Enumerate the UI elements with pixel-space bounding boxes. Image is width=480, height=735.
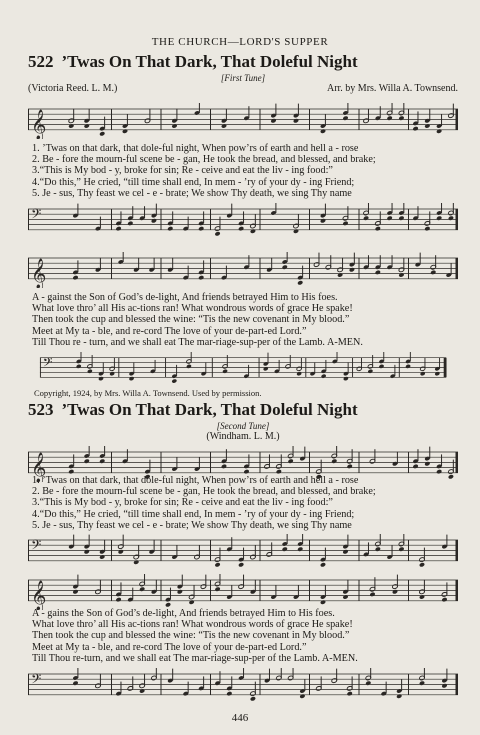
note-head xyxy=(419,594,425,599)
lyric-line: What love thro’ all His ac-tions ran! What wondrous words of grace He spake! xyxy=(32,619,353,631)
note-head xyxy=(118,549,124,554)
note-head xyxy=(221,464,227,469)
treble-clef-icon: 𝄞 xyxy=(31,452,47,482)
lyric-line: 3.“This is My bod - y, broke for sin; Re - ceive and eat the liv - ing food:” xyxy=(32,165,333,177)
bass-clef-icon: 𝄢 xyxy=(42,355,53,373)
note-head xyxy=(72,275,78,280)
note-head xyxy=(430,270,436,275)
hymn-title-text-522: ’Twas On That Dark, That Doleful Night xyxy=(61,52,358,71)
note-head xyxy=(448,216,454,221)
tune-info-522 xyxy=(28,83,458,94)
hymn-523-header xyxy=(28,400,458,442)
note-head xyxy=(379,364,385,369)
note-head xyxy=(331,459,337,464)
note-head xyxy=(238,226,244,231)
note-head xyxy=(369,592,375,597)
note-head xyxy=(299,694,305,699)
note-head xyxy=(398,272,404,277)
note-head xyxy=(221,123,227,128)
page-number: 446 xyxy=(231,712,249,724)
lyric-line: 2. Be - fore the mourn-ful scene be - gan, He took the bread, and blessed, and brake; xyxy=(32,486,376,498)
note-head xyxy=(436,469,442,474)
lyric-line: 4.“Do this,” He cried, “till time shall end, In mem - ’ry of your dy - ing Friend; xyxy=(32,508,355,520)
note-head xyxy=(129,376,135,381)
note-head xyxy=(342,116,348,121)
note-head xyxy=(396,694,402,699)
note-head xyxy=(84,123,90,128)
note-head xyxy=(441,597,447,602)
note-head xyxy=(420,371,426,376)
tune-name-meter-522: (Victoria Reed. L. M.) xyxy=(28,83,118,94)
note-head xyxy=(288,459,294,464)
note-head xyxy=(98,376,104,381)
lyrics-523-a xyxy=(32,475,462,531)
tune-note-522: [First Tune] xyxy=(220,73,266,83)
note-head xyxy=(127,221,133,226)
note-head xyxy=(375,547,381,552)
staff-523-bass-b xyxy=(28,668,458,704)
note-head xyxy=(171,123,177,128)
note-head xyxy=(337,272,343,277)
note-head xyxy=(214,587,220,592)
note-head xyxy=(115,226,121,231)
lyrics-522-b xyxy=(32,292,462,348)
note-head xyxy=(343,376,349,381)
note-head xyxy=(68,469,74,474)
note-head xyxy=(297,280,303,285)
hymn-title-523 xyxy=(28,400,458,420)
note-head xyxy=(434,371,440,376)
note-head xyxy=(320,600,326,605)
note-head xyxy=(321,374,327,379)
lyric-line: Till Thou re - turn, and we shall eat The mar-riage-sup-per of the Lamb. A-MEN. xyxy=(32,336,363,348)
note-head xyxy=(293,118,299,123)
note-head xyxy=(238,562,244,567)
note-head xyxy=(282,547,288,552)
hymn-title-522 xyxy=(28,52,458,72)
note-head xyxy=(367,369,373,374)
note-head xyxy=(177,589,183,594)
bass-clef-icon: 𝄢 xyxy=(31,537,42,556)
note-head xyxy=(297,547,303,552)
lyric-line: 5. Je - sus, Thy feast we cel - e - brate; We show Thy death, we sing Thy name xyxy=(32,187,352,199)
note-head xyxy=(398,547,404,552)
note-head xyxy=(342,549,348,554)
note-head xyxy=(198,226,204,231)
note-head xyxy=(115,597,121,602)
hymn-number-522: 522 xyxy=(28,52,54,71)
note-head xyxy=(424,226,430,231)
note-head xyxy=(84,459,90,464)
staff-523-bass-a xyxy=(28,534,458,570)
tune-note-523: [Second Tune] xyxy=(216,421,270,431)
running-head: THE CHURCH—LORD'S SUPPER xyxy=(151,36,329,48)
note-head xyxy=(342,221,348,226)
note-head xyxy=(412,126,418,131)
note-head xyxy=(375,270,381,275)
note-head xyxy=(270,118,276,123)
lyric-line: 3.“This is My bod - y, broke for sin; Re - ceive and eat the liv - ing food:” xyxy=(32,497,333,509)
note-head xyxy=(165,602,171,607)
note-head xyxy=(276,469,282,474)
note-head xyxy=(419,562,425,567)
note-head xyxy=(436,129,442,134)
note-head xyxy=(363,216,369,221)
staff-523-treble-b xyxy=(28,574,458,610)
note-head xyxy=(320,218,326,223)
lyric-line: Then took the cup and blessed the wine: “Tis the new covenant in My blood.” xyxy=(32,630,350,642)
note-head xyxy=(198,275,204,280)
note-head xyxy=(222,369,228,374)
note-head xyxy=(424,461,430,466)
note-head xyxy=(387,216,393,221)
note-head xyxy=(72,589,78,594)
note-head xyxy=(347,691,353,696)
note-head xyxy=(342,594,348,599)
lyrics-523-b xyxy=(32,608,462,664)
staff-522-treble-a xyxy=(28,103,458,139)
staff-522-treble-b xyxy=(28,252,458,288)
note-head xyxy=(349,267,355,272)
note-head xyxy=(392,589,398,594)
note-head xyxy=(214,562,220,567)
copyright-notice: Copyright, 1924, by Mrs. Willa A. Townsend. Used by permission. xyxy=(34,388,262,398)
treble-clef-icon: 𝄞 xyxy=(31,109,47,139)
hymn-522-header xyxy=(28,52,458,94)
lyric-line: Meet at My ta - ble, and re-cord The love of your de-part-ed Lord.” xyxy=(32,641,307,653)
note-head xyxy=(133,560,139,565)
note-head xyxy=(365,681,371,686)
note-head xyxy=(167,226,173,231)
note-head xyxy=(171,379,177,384)
staff-522-bass-a xyxy=(28,203,458,239)
note-head xyxy=(122,129,128,134)
tune-name-meter-523: (Windham. L. M.) xyxy=(206,431,280,442)
lyric-line: A - gainst the Son of God’s de-light, And friends betrayed Him to His foes. xyxy=(32,292,338,303)
note-head xyxy=(282,265,288,270)
note-head xyxy=(296,371,302,376)
note-head xyxy=(250,696,256,701)
lyric-line: 5. Je - sus, Thy feast we cel - e - brate; We show Thy death, we sing Thy name xyxy=(32,519,352,531)
lyric-line: Then took the cup and blessed the wine: “Tis the new covenant in My blood.” xyxy=(32,314,350,326)
arranger-522: Arr. by Mrs. Willa A. Townsend. xyxy=(326,83,458,94)
note-head xyxy=(72,681,78,686)
note-head xyxy=(398,116,404,121)
bass-clef-icon: 𝄢 xyxy=(31,206,42,225)
lyric-line: Meet at My ta - ble, and re-cord The love of your de-part-ed Lord.” xyxy=(32,325,307,337)
note-head xyxy=(387,116,393,121)
note-head xyxy=(189,600,195,605)
lyric-line: 4.“Do this,” He cried, “till time shall end, In mem - ’ry of your dy - ing Friend; xyxy=(32,176,355,188)
note-head xyxy=(226,691,232,696)
note-head xyxy=(398,216,404,221)
note-head xyxy=(441,683,447,688)
note-head xyxy=(243,469,249,474)
hymn-number-523: 523 xyxy=(28,400,54,419)
note-head xyxy=(151,218,157,223)
note-head xyxy=(293,229,299,234)
note-head xyxy=(109,371,115,376)
note-head xyxy=(99,459,105,464)
note-head xyxy=(99,554,105,559)
note-head xyxy=(76,364,82,369)
treble-clef-icon: 𝄞 xyxy=(31,580,47,610)
note-head xyxy=(424,123,430,128)
note-head xyxy=(139,587,145,592)
note-head xyxy=(87,369,93,374)
bass-clef-icon: 𝄢 xyxy=(31,671,42,690)
note-head xyxy=(139,688,145,693)
note-head xyxy=(99,131,105,136)
treble-clef-icon: 𝄞 xyxy=(31,258,47,288)
note-head xyxy=(84,549,90,554)
note-head xyxy=(405,364,411,369)
note-head xyxy=(419,681,425,686)
lyric-line: 1. ’Twas on that dark, that dole-ful night, When pow’rs of earth and hell a - rose xyxy=(32,143,359,154)
hymn-title-text-523: ’Twas On That Dark, That Doleful Night xyxy=(61,400,358,419)
note-head xyxy=(347,464,353,469)
lyric-line: A - gains the Son of God’s de-light, And friends betrayed Him to His foes. xyxy=(32,608,335,619)
lyric-line: 2. Be - fore the mourn-ful scene be - gan, He took the bread, and blessed, and brake; xyxy=(32,154,376,166)
note-head xyxy=(412,464,418,469)
note-head xyxy=(320,129,326,134)
note-head xyxy=(263,366,269,371)
note-head xyxy=(186,364,192,369)
lyric-line: Till Thou re-turn, and we shall eat The mar-riage-sup-per of the Lamb. A-MEN. xyxy=(32,652,358,664)
note-head xyxy=(375,226,381,231)
note-head xyxy=(320,562,326,567)
note-head xyxy=(214,231,220,236)
lyric-line: 1. ’Twas on that dark, that dole-ful night, When pow’rs of earth and hell a - rose xyxy=(32,475,359,486)
lyrics-522-a xyxy=(32,143,462,199)
note-head xyxy=(436,216,442,221)
staff-522-bass-b xyxy=(28,352,458,386)
tune-info-523 xyxy=(28,431,458,442)
lyric-line: What love thro’ all His ac-tions ran! What wondrous words of grace He spake! xyxy=(32,303,353,315)
note-head xyxy=(68,123,74,128)
note-head xyxy=(250,229,256,234)
